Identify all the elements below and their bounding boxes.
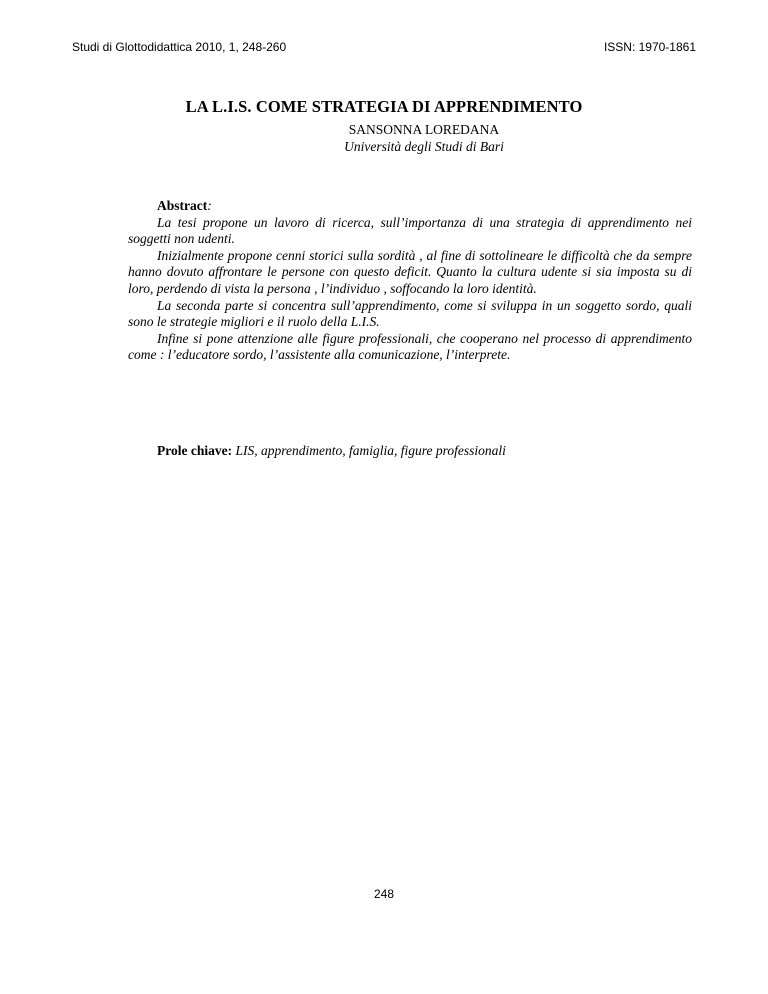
running-header xyxy=(72,40,696,58)
abstract-heading xyxy=(157,198,692,215)
issn: ISSN: 1970-1861 xyxy=(603,40,696,54)
paper-title: LA L.I.S. COME STRATEGIA DI APPRENDIMENTO xyxy=(185,97,583,116)
journal-citation: Studi di Glottodidattica 2010, 1, 248-260 xyxy=(72,40,287,54)
abstract-paragraph: La seconda parte si concentra sull’apprendimento, come si sviluppa in un soggetto sordo, quali sono le strategie migliori e il ruolo della L.I.S. xyxy=(128,297,692,330)
abstract-paragraph: La tesi propone un lavoro di ricerca, sull’importanza di una strategia di apprendimento nei soggetti non udenti. xyxy=(128,214,692,247)
abstract-label: Abstract xyxy=(157,198,208,213)
keywords-label: Prole chiave: xyxy=(157,443,233,458)
author-affiliation: Università degli Studi di Bari xyxy=(344,139,504,154)
abstract-section xyxy=(128,198,692,364)
abstract-paragraph: Infine si pone attenzione alle figure professionali, che cooperano nel processo di apprendimento come : l’educatore sordo, l’assistente alla comunicazione, l’interprete. xyxy=(128,330,692,363)
abstract-colon: : xyxy=(207,198,212,213)
abstract-paragraph: Inizialmente propone cenni storici sulla sordità , al fine di sottolineare le difficoltà che da sempre hanno dovuto affrontare le persone con questo deficit. Quanto la cultura udente si sia imposta su di loro, perdendo di vista la persona , l’individuo , soffocando la loro identità. xyxy=(128,247,692,296)
keywords xyxy=(157,443,506,459)
keywords-values: LIS, apprendimento, famiglia, figure professionali xyxy=(235,443,506,458)
author-name: SANSONNA LOREDANA xyxy=(348,122,500,137)
page-number: 248 xyxy=(373,887,395,901)
